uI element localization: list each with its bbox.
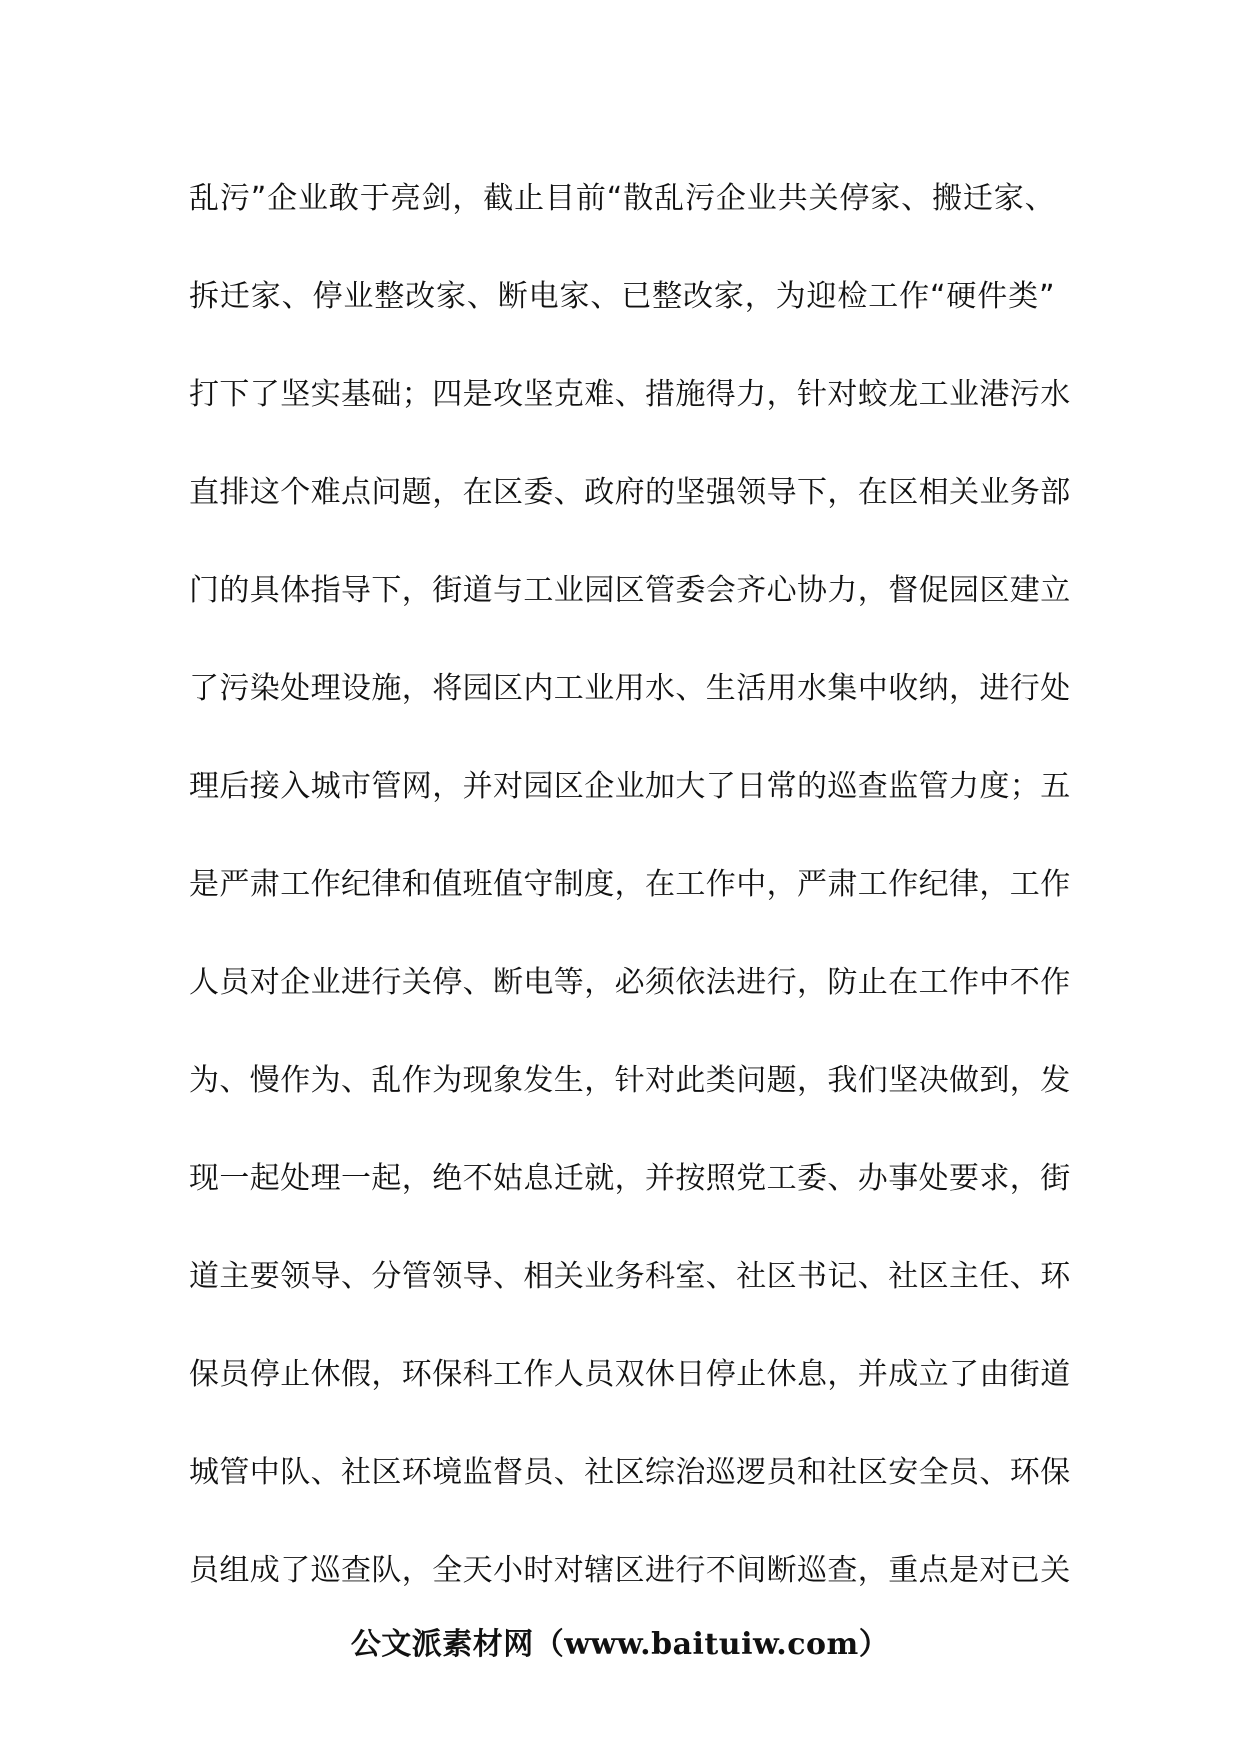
text-line-13: 保员停止休假，环保科工作人员双休日停止休息，并成立了由街道 xyxy=(189,1357,1071,1392)
text-line-6: 了污染处理设施，将园区内工业用水、生活用水集中收纳，进行处 xyxy=(189,671,1071,706)
text-line-12: 道主要领导、分管领导、相关业务科室、社区书记、社区主任、环 xyxy=(189,1259,1071,1294)
text-line-15: 员组成了巡查队，全天小时对辖区进行不间断巡查，重点是对已关 xyxy=(189,1553,1071,1588)
text-line-8: 是严肃工作纪律和值班值守制度，在工作中，严肃工作纪律，工作 xyxy=(189,867,1071,902)
text-line-9: 人员对企业进行关停、断电等，必须依法进行，防止在工作中不作 xyxy=(189,965,1071,1000)
text-line-5: 门的具体指导下，街道与工业园区管委会齐心协力，督促园区建立 xyxy=(189,573,1071,608)
body-text xyxy=(189,172,1071,1642)
text-line-3: 打下了坚实基础；四是攻坚克难、措施得力，针对蛟龙工业港污水 xyxy=(189,377,1071,412)
text-line-1: 乱污”企业敢于亮剑，截止目前“散乱污企业共关停家、搬迁家、 xyxy=(189,181,1055,216)
text-line-14: 城管中队、社区环境监督员、社区综治巡逻员和社区安全员、环保 xyxy=(189,1455,1071,1490)
text-line-11: 现一起处理一起，绝不姑息迁就，并按照党工委、办事处要求，街 xyxy=(189,1161,1071,1196)
text-line-2: 拆迁家、停业整改家、断电家、已整改家，为迎检工作“硬件类” xyxy=(189,279,1055,314)
text-line-7: 理后接入城市管网，并对园区企业加大了日常的巡查监管力度；五 xyxy=(189,769,1071,804)
footer-source: 公文派素材网（www.baituiw.com） xyxy=(350,1627,890,1662)
text-line-10: 为、慢作为、乱作为现象发生，针对此类问题，我们坚决做到，发 xyxy=(189,1063,1071,1098)
text-line-4: 直排这个难点问题，在区委、政府的坚强领导下，在区相关业务部 xyxy=(189,475,1071,510)
